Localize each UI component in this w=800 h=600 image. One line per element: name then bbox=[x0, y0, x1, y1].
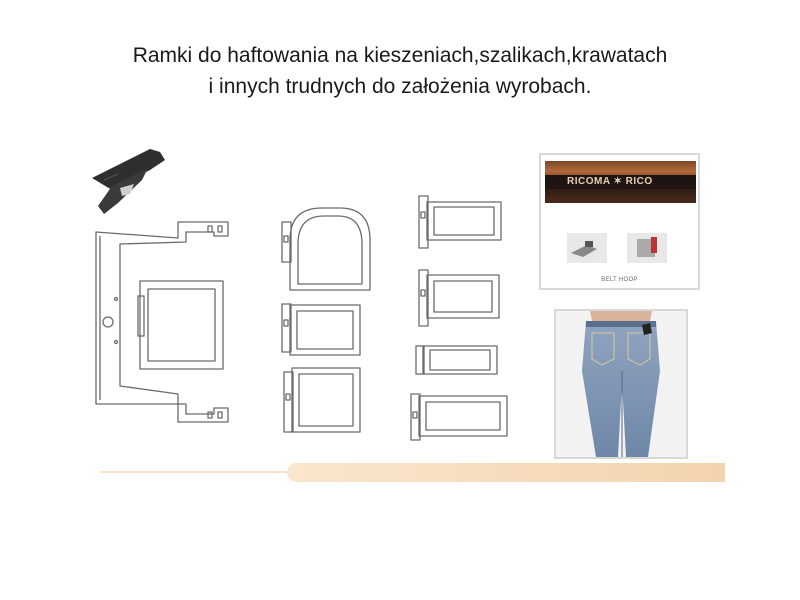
belt-thumbnail bbox=[567, 233, 607, 263]
divider-line bbox=[100, 471, 290, 473]
accent-bar bbox=[287, 463, 725, 482]
rectangular-hoop-icon bbox=[284, 368, 360, 432]
necktie-icon bbox=[92, 149, 165, 214]
rectangular-hoop-icon bbox=[411, 394, 507, 440]
heading-line-2: i innych trudnych do założenia wyrobach. bbox=[208, 75, 592, 98]
d-shaped-hoop-icon bbox=[282, 208, 370, 290]
jeans-photo bbox=[554, 309, 688, 459]
cap-frame-icon bbox=[96, 222, 228, 422]
heading-line-1: Ramki do haftowania na kieszeniach,szalikach,krawatach bbox=[132, 44, 668, 67]
belt-banner bbox=[545, 161, 696, 203]
rectangular-hoop-icon bbox=[419, 270, 499, 326]
rectangular-hoop-icon bbox=[282, 304, 360, 355]
belt-thumbnail bbox=[627, 233, 667, 263]
belt-banner-text: RICOMA ✶ RICO bbox=[567, 176, 653, 187]
rectangular-hoop-icon bbox=[419, 196, 501, 248]
belt-caption: BELT HOOP bbox=[601, 277, 638, 283]
belt-photo bbox=[539, 153, 700, 290]
rectangular-hoop-icon bbox=[416, 346, 497, 374]
